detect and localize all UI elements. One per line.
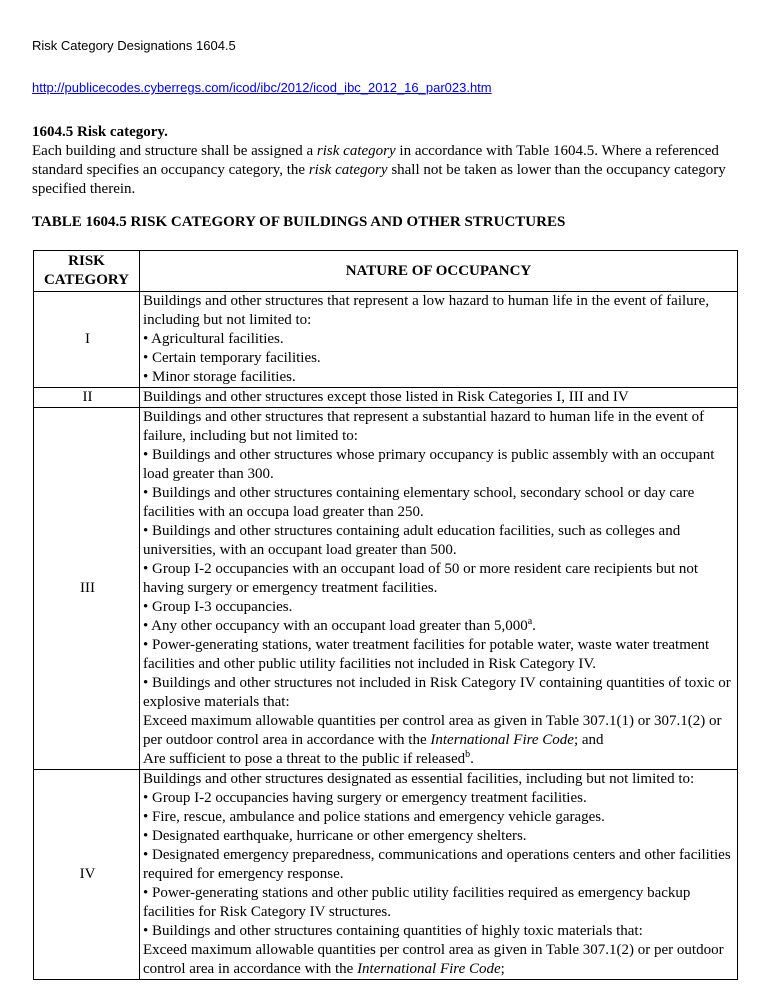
occupancy-line: Buildings and other structures designated as essential facilities, including but not limited to: (143, 771, 695, 787)
occupancy-line: • Agricultural facilities. (143, 331, 284, 347)
table-row (34, 388, 738, 408)
occupancy-line: • Power-generating stations, water treatment facilities for potable water, waste water treatment facilities and other public utility facilities not included in Risk Category IV. (143, 637, 710, 672)
occupancy-line: • Group I-3 occupancies. (143, 599, 293, 615)
occupancy-line (143, 712, 736, 750)
occupancy-line: • Designated emergency preparedness, communications and operations centers and other facilities required for emergency response. (143, 847, 731, 882)
occupancy-cell (140, 388, 738, 408)
risk-category-cell: III (34, 408, 140, 770)
occupancy-cell (140, 408, 738, 770)
defined-term: risk category (316, 143, 396, 159)
section-paragraph (32, 142, 738, 199)
header-risk-category (34, 251, 140, 292)
occupancy-text: ; (500, 961, 505, 977)
source-url-link[interactable]: http://publicecodes.cyberregs.com/icod/ibc/2012/icod_ibc_2012_16_par023.htm (32, 80, 492, 95)
occupancy-cell (140, 292, 738, 388)
occupancy-line: • Group I-2 occupancies with an occupant load of 50 or more resident care recipients but not having surgery or emergency treatment facilities. (143, 561, 699, 596)
occupancy-text: Exceed maximum allowable quantities per control area as given in Table 307.1(2) or per outdoor control area in accordance with the (143, 942, 724, 977)
occupancy-cell (140, 770, 738, 980)
table-row (34, 770, 738, 980)
risk-category-cell: I (34, 292, 140, 388)
occupancy-line: • Buildings and other structures whose primary occupancy is public assembly with an occupant load greater than 300. (143, 447, 715, 482)
occupancy-line: • Buildings and other structures containing adult education facilities, such as colleges and universities, with an occupant load greater than 500. (143, 523, 681, 558)
occupancy-text: Are sufficient to pose a threat to the public if released (143, 751, 466, 767)
risk-category-table (33, 250, 738, 980)
occupancy-line: • Buildings and other structures containing quantities of highly toxic materials that: (143, 923, 643, 939)
section-1604-5 (32, 123, 738, 199)
table-row (34, 408, 738, 770)
occupancy-text: • Any other occupancy with an occupant load greater than 5,000 (143, 618, 528, 634)
table-row (34, 292, 738, 388)
occupancy-line: • Designated earthquake, hurricane or other emergency shelters. (143, 828, 527, 844)
header-nature-of-occupancy: NATURE OF OCCUPANCY (140, 251, 738, 292)
occupancy-line: • Power-generating stations and other public utility facilities required as emergency backup facilities for Risk Category IV structures. (143, 885, 691, 920)
footnote-marker: b (465, 749, 471, 760)
section-text: Each building and structure shall be assigned a (32, 143, 317, 159)
occupancy-text: ; and (573, 732, 604, 748)
occupancy-text: Exceed maximum allowable quantities per control area as given in Table 307.1(1) or 307.1(2) or per outdoor control area in accordance with the (143, 713, 722, 748)
section-heading: 1604.5 Risk category. (32, 124, 168, 140)
occupancy-line: • Fire, rescue, ambulance and police stations and emergency vehicle garages. (143, 809, 605, 825)
occupancy-line: • Certain temporary facilities. (143, 350, 321, 366)
occupancy-line: • Buildings and other structures not included in Risk Category IV containing quantities of toxic or explosive materials that: (143, 675, 731, 710)
risk-category-cell: II (34, 388, 140, 408)
occupancy-line: • Any other occupancy with an occupant load greater than 5,000$^a$. (143, 616, 536, 634)
occupancy-line: Buildings and other structures except those listed in Risk Categories I, III and IV (143, 389, 629, 405)
risk-category-cell: IV (34, 770, 140, 980)
table-header-row (34, 251, 738, 292)
section-text: shall not be taken as lower than the occupancy category specified therein. (32, 162, 726, 197)
code-reference: International Fire Code (430, 732, 574, 748)
code-reference: International Fire Code (357, 961, 501, 977)
occupancy-line: • Buildings and other structures containing elementary school, secondary school or day care facilities with an occupa load greater than 250. (143, 485, 695, 520)
defined-term: risk category (308, 162, 388, 178)
document-header-title: Risk Category Designations 1604.5 (32, 38, 236, 53)
occupancy-line: Buildings and other structures that represent a low hazard to human life in the event of failure, including but not limited to: (143, 293, 710, 328)
section-text: in accordance with Table 1604.5. Where a referenced standard specifies an occupancy category, the (32, 143, 719, 178)
table-title: TABLE 1604.5 RISK CATEGORY OF BUILDINGS AND OTHER STRUCTURES (32, 214, 566, 230)
occupancy-line (143, 941, 736, 979)
occupancy-line (143, 750, 736, 769)
header-text: RISK (68, 253, 105, 269)
occupancy-line: Buildings and other structures that represent a substantial hazard to human life in the event of failure, including but not limited to: (143, 409, 705, 444)
occupancy-line: • Group I-2 occupancies having surgery or emergency treatment facilities. (143, 790, 587, 806)
header-text: CATEGORY (43, 272, 130, 288)
occupancy-line: • Minor storage facilities. (143, 369, 296, 385)
occupancy-text: . (470, 751, 474, 767)
footnote-marker: a (527, 616, 533, 627)
